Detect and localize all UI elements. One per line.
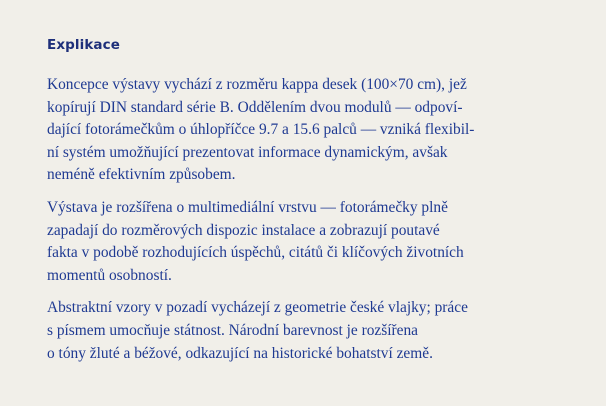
paragraph-concept (47, 74, 557, 187)
paragraph-patterns (47, 297, 557, 365)
paragraph-multimedia (47, 197, 557, 287)
text-line: kopírují DIN standard série B. Oddělením dvou modulů — odpoví- (47, 98, 463, 116)
text-line: zapadají do rozměrových dispozic instalace a zobrazují poutavé (47, 221, 440, 239)
text-line: o tóny žluté a béžové, odkazující na historické bohatství země. (47, 344, 433, 362)
text-line: Výstava je rozšířena o multimediální vrstvu — fotorámečky plně (47, 198, 448, 216)
text-line: Koncepce výstavy vychází z rozměru kappa desek (100×70 cm), jež (47, 76, 467, 93)
section-heading: Explikace (47, 37, 120, 53)
explication-panel (47, 35, 557, 375)
text-line: s písmem umocňuje státnost. Národní barevnost je rozšířena (47, 321, 418, 339)
text-line: neméně efektivním způsobem. (47, 166, 236, 184)
text-line: momentů osobností. (47, 266, 172, 284)
text-line: ní systém umožňující prezentovat informace dynamickým, avšak (47, 143, 448, 161)
text-line: fakta v podobě rozhodujících úspěchů, citátů či klíčových životních (47, 244, 464, 262)
text-line: dající fotorámečkům o úhlopříčce 9.7 a 15.6 palců — vzniká flexibil- (47, 121, 475, 139)
text-line: Abstraktní vzory v pozadí vycházejí z geometrie české vlajky; práce (47, 299, 468, 317)
